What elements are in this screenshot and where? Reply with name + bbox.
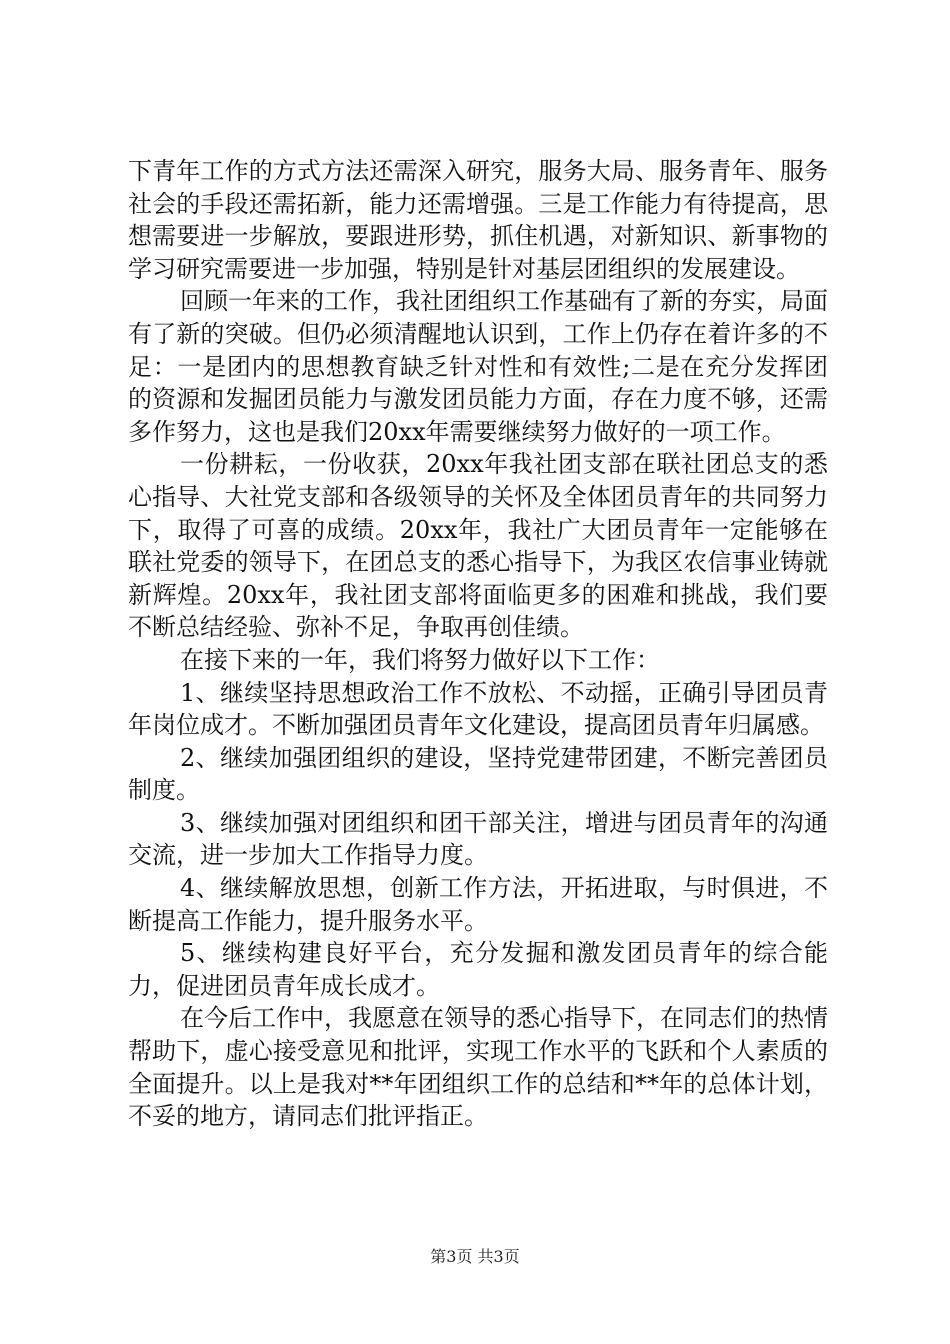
paragraph-review: 回顾一年来的工作，我社团组织工作基础有了新的夯实，局面有了新的突破。但仍必须清醒地认识到，工作上仍存在着许多的不足：一是团内的思想教育缺乏针对性和有效性;二是在充分发挥团的资源和发掘团员能力与激发团员能力方面，存在力度不够，还需多作努力，这也是我们20xx年需要继续努力做好的一项工作。 <box>128 287 828 446</box>
page-footer: 第3页 共3页 <box>430 1247 520 1266</box>
paragraph-achievements: 一份耕耘，一份收获，20xx年我社团支部在联社团总支的悉心指导、大社党支部和各级领导的关怀及全体团员青年的共同努力下，取得了可喜的成绩。20xx年，我社广大团员青年一定能够在联社党委的领导下，在团总支的悉心指导下，为我区农信事业铸就新辉煌。20xx年，我社团支部将面临更多的困难和挑战，我们要不断总结经验、弥补不足，争取再创佳绩。 <box>128 450 828 642</box>
paragraph-closing: 在今后工作中，我愿意在领导的悉心指导下，在同志们的热情帮助下，虚心接受意见和批评，实现工作水平的飞跃和个人素质的全面提升。以上是我对**年团组织工作的总结和**年的总体计划，不妥的地方，请同志们批评指正。 <box>128 1004 828 1131</box>
list-item-2: 2、继续加强团组织的建设，坚持党建带团建，不断完善团员制度。 <box>128 743 828 805</box>
paragraph-next-year-intro: 在接下来的一年，我们将努力做好以下工作： <box>180 645 660 674</box>
list-item-3: 3、继续加强对团组织和团干部关注，增进与团员青年的沟通交流，进一步加大工作指导力度。 <box>128 808 828 870</box>
document-body <box>128 155 828 1133</box>
list-item-4: 4、继续解放思想，创新工作方法，开拓进取，与时俱进，不断提高工作能力，提升服务水平。 <box>128 874 828 935</box>
paragraph-continuation: 下青年工作的方式方法还需深入研究，服务大局、服务青年、服务社会的手段还需拓新，能力还需增强。三是工作能力有待提高，思想需要进一步解放，要跟进形势，抓住机遇，对新知识、新事物的学习研究需要进一步加强，特别是针对基层团组织的发展建设。 <box>128 157 828 283</box>
list-item-5: 5、继续构建良好平台，充分发掘和激发团员青年的综合能力，促进团员青年成长成才。 <box>128 939 828 1000</box>
list-item-1: 1、继续坚持思想政治工作不放松、不动摇，正确引导团员青年岗位成才。不断加强团员青年文化建设，提高团员青年归属感。 <box>128 678 828 740</box>
